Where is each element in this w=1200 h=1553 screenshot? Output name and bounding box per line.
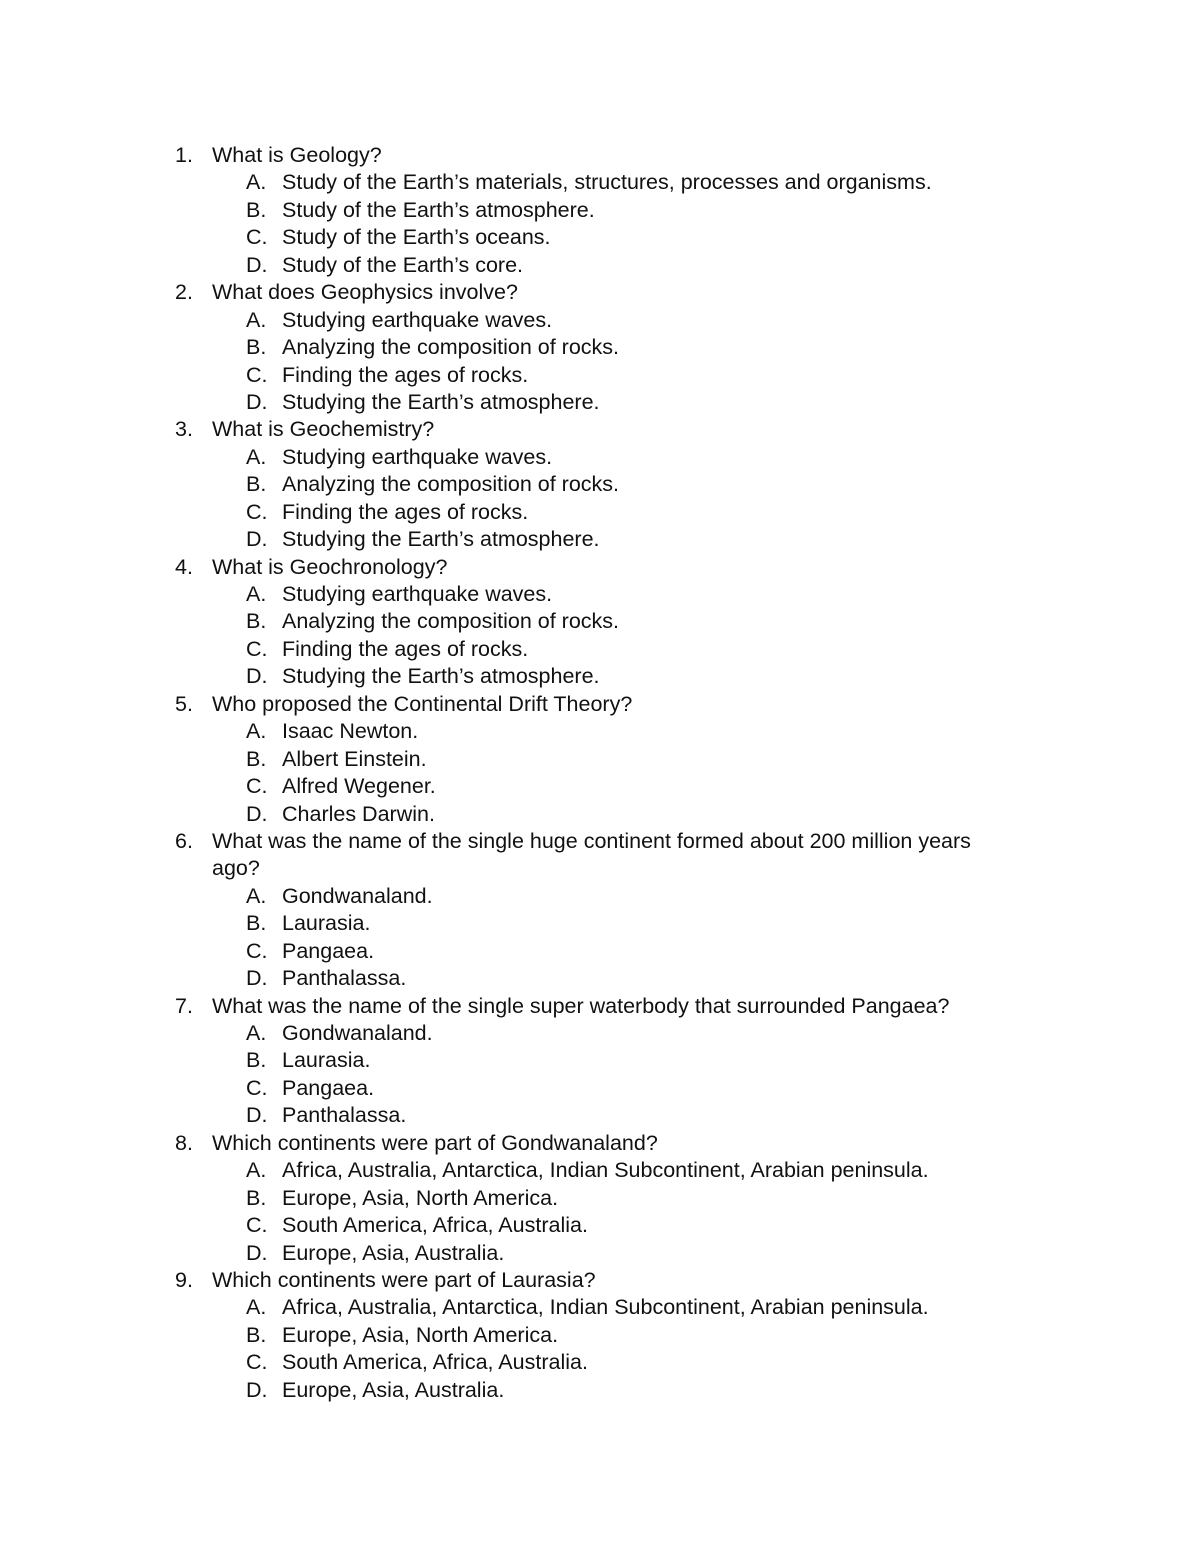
- answer-option: [0, 1294, 1200, 1321]
- answer-option: [0, 938, 1200, 965]
- option-letter: C.: [246, 1213, 268, 1238]
- option-letter: B.: [246, 335, 267, 360]
- option-text: Study of the Earth’s materials, structures, processes and organisms.: [282, 170, 932, 195]
- question-line: [0, 1130, 1200, 1157]
- answer-option: [0, 663, 1200, 690]
- option-letter: C.: [246, 1075, 268, 1100]
- question-number: 1.: [175, 143, 193, 167]
- answer-option: [0, 1157, 1200, 1184]
- option-text: Alfred Wegener.: [282, 774, 436, 799]
- option-letter: D.: [246, 664, 268, 689]
- option-text: Finding the ages of rocks.: [282, 636, 529, 661]
- answer-option: [0, 471, 1200, 498]
- answer-option: [0, 526, 1200, 553]
- option-text: Isaac Newton.: [282, 719, 419, 744]
- option-text: Analyzing the composition of rocks.: [282, 472, 619, 497]
- option-text: South America, Africa, Australia.: [282, 1213, 588, 1238]
- question-text: Which continents were part of Laurasia?: [212, 1267, 596, 1292]
- option-text: Finding the ages of rocks.: [282, 362, 529, 387]
- question-text: What is Geology?: [212, 143, 382, 167]
- question-number: 6.: [175, 828, 193, 853]
- option-text: Pangaea.: [282, 938, 375, 963]
- answer-option: [0, 801, 1200, 828]
- answer-option: [0, 197, 1200, 224]
- option-letter: C.: [246, 362, 268, 387]
- option-letter: A.: [246, 719, 267, 744]
- option-text: Study of the Earth’s atmosphere.: [282, 197, 595, 222]
- quiz-document: [0, 142, 1200, 1404]
- question-number: 8.: [175, 1130, 193, 1155]
- question-text: Who proposed the Continental Drift Theory?: [212, 691, 633, 716]
- option-letter: C.: [246, 938, 268, 963]
- option-text: Albert Einstein.: [282, 746, 427, 771]
- question-number: 7.: [175, 993, 193, 1018]
- question-line-continued: [0, 855, 1200, 882]
- answer-option: [0, 334, 1200, 361]
- answer-option: [0, 773, 1200, 800]
- answer-option: [0, 1240, 1200, 1267]
- answer-option: [0, 252, 1200, 279]
- answer-option: [0, 1047, 1200, 1074]
- answer-option: [0, 224, 1200, 251]
- option-text: Europe, Asia, Australia.: [282, 1240, 505, 1265]
- option-text: South America, Africa, Australia.: [282, 1350, 588, 1375]
- question-text: What is Geochemistry?: [212, 417, 435, 442]
- option-letter: B.: [246, 911, 267, 936]
- option-letter: A.: [246, 1021, 267, 1045]
- option-text: Study of the Earth’s core.: [282, 252, 524, 277]
- option-letter: B.: [246, 1185, 267, 1210]
- question-number: 2.: [175, 280, 193, 305]
- question-text: What is Geochronology?: [212, 554, 448, 579]
- question-block: [0, 1267, 1200, 1404]
- option-letter: D.: [246, 389, 268, 414]
- answer-option: [0, 581, 1200, 608]
- option-letter: A.: [246, 444, 267, 469]
- option-letter: A.: [246, 307, 267, 332]
- question-text: What was the name of the single huge continent formed about 200 million years: [212, 828, 971, 853]
- answer-option: [0, 718, 1200, 745]
- option-letter: B.: [246, 197, 267, 222]
- option-text: Europe, Asia, Australia.: [282, 1377, 505, 1402]
- option-letter: D.: [246, 801, 268, 826]
- answer-option: [0, 910, 1200, 937]
- option-text: Laurasia.: [282, 911, 371, 936]
- answer-option: [0, 1212, 1200, 1239]
- option-letter: C.: [246, 499, 268, 524]
- question-text: What does Geophysics involve?: [212, 280, 518, 305]
- question-text: ago?: [212, 856, 260, 881]
- option-text: Analyzing the composition of rocks.: [282, 609, 619, 634]
- option-letter: D.: [246, 966, 268, 991]
- option-text: Studying the Earth’s atmosphere.: [282, 389, 600, 414]
- option-text: Panthalassa.: [282, 1103, 407, 1128]
- question-number: 4.: [175, 554, 193, 579]
- answer-option: [0, 499, 1200, 526]
- question-block: [0, 142, 1200, 279]
- option-text: Analyzing the composition of rocks.: [282, 335, 619, 360]
- option-text: Studying earthquake waves.: [282, 307, 553, 332]
- option-text: Studying the Earth’s atmosphere.: [282, 664, 600, 689]
- option-text: Africa, Australia, Antarctica, Indian Subcontinent, Arabian peninsula.: [282, 1158, 929, 1183]
- option-text: Laurasia.: [282, 1048, 371, 1073]
- answer-option: [0, 883, 1200, 910]
- option-text: Pangaea.: [282, 1075, 375, 1100]
- option-letter: A.: [246, 1295, 267, 1320]
- answer-option: [0, 389, 1200, 416]
- option-text: Africa, Australia, Antarctica, Indian Subcontinent, Arabian peninsula.: [282, 1295, 929, 1320]
- option-text: Gondwanaland.: [282, 1021, 433, 1045]
- question-block: [0, 279, 1200, 416]
- question-block: [0, 691, 1200, 828]
- answer-option: [0, 608, 1200, 635]
- question-number: 5.: [175, 691, 193, 716]
- option-letter: A.: [246, 582, 267, 606]
- option-letter: C.: [246, 636, 268, 661]
- option-letter: D.: [246, 1240, 268, 1265]
- question-block: [0, 828, 1200, 993]
- answer-option: [0, 1185, 1200, 1212]
- option-text: Gondwanaland.: [282, 883, 433, 908]
- option-letter: B.: [246, 472, 267, 497]
- option-letter: B.: [246, 746, 267, 771]
- option-letter: D.: [246, 1377, 268, 1402]
- option-letter: B.: [246, 609, 267, 634]
- option-text: Study of the Earth’s oceans.: [282, 225, 551, 250]
- answer-option: [0, 636, 1200, 663]
- question-line: [0, 142, 1200, 169]
- option-letter: D.: [246, 252, 268, 277]
- option-text: Charles Darwin.: [282, 801, 435, 826]
- option-text: Europe, Asia, North America.: [282, 1322, 559, 1347]
- question-line: [0, 416, 1200, 443]
- answer-option: [0, 1075, 1200, 1102]
- option-text: Europe, Asia, North America.: [282, 1185, 559, 1210]
- question-block: [0, 554, 1200, 691]
- question-number: 3.: [175, 417, 193, 442]
- question-block: [0, 993, 1200, 1130]
- option-text: Studying earthquake waves.: [282, 444, 553, 469]
- option-text: Finding the ages of rocks.: [282, 499, 529, 524]
- question-line: [0, 691, 1200, 718]
- question-line: [0, 993, 1200, 1020]
- answer-option: [0, 1102, 1200, 1129]
- answer-option: [0, 746, 1200, 773]
- answer-option: [0, 444, 1200, 471]
- option-text: Studying the Earth’s atmosphere.: [282, 527, 600, 552]
- answer-option: [0, 965, 1200, 992]
- option-letter: C.: [246, 225, 268, 250]
- answer-option: [0, 1349, 1200, 1376]
- question-block: [0, 1130, 1200, 1267]
- answer-option: [0, 169, 1200, 196]
- question-text: What was the name of the single super waterbody that surrounded Pangaea?: [212, 993, 950, 1018]
- question-line: [0, 1267, 1200, 1294]
- answer-option: [0, 307, 1200, 334]
- answer-option: [0, 1020, 1200, 1047]
- question-text: Which continents were part of Gondwanaland?: [212, 1130, 658, 1155]
- option-text: Panthalassa.: [282, 966, 407, 991]
- question-number: 9.: [175, 1267, 193, 1292]
- option-letter: B.: [246, 1322, 267, 1347]
- answer-option: [0, 1322, 1200, 1349]
- option-text: Studying earthquake waves.: [282, 582, 553, 606]
- option-letter: B.: [246, 1048, 267, 1073]
- answer-option: [0, 1377, 1200, 1404]
- option-letter: D.: [246, 527, 268, 552]
- option-letter: A.: [246, 170, 267, 195]
- question-block: [0, 416, 1200, 553]
- question-line: [0, 279, 1200, 306]
- option-letter: C.: [246, 1350, 268, 1375]
- answer-option: [0, 362, 1200, 389]
- option-letter: D.: [246, 1103, 268, 1128]
- option-letter: A.: [246, 883, 267, 908]
- question-line: [0, 554, 1200, 581]
- option-letter: A.: [246, 1158, 267, 1183]
- question-line: [0, 828, 1200, 855]
- option-letter: C.: [246, 774, 268, 799]
